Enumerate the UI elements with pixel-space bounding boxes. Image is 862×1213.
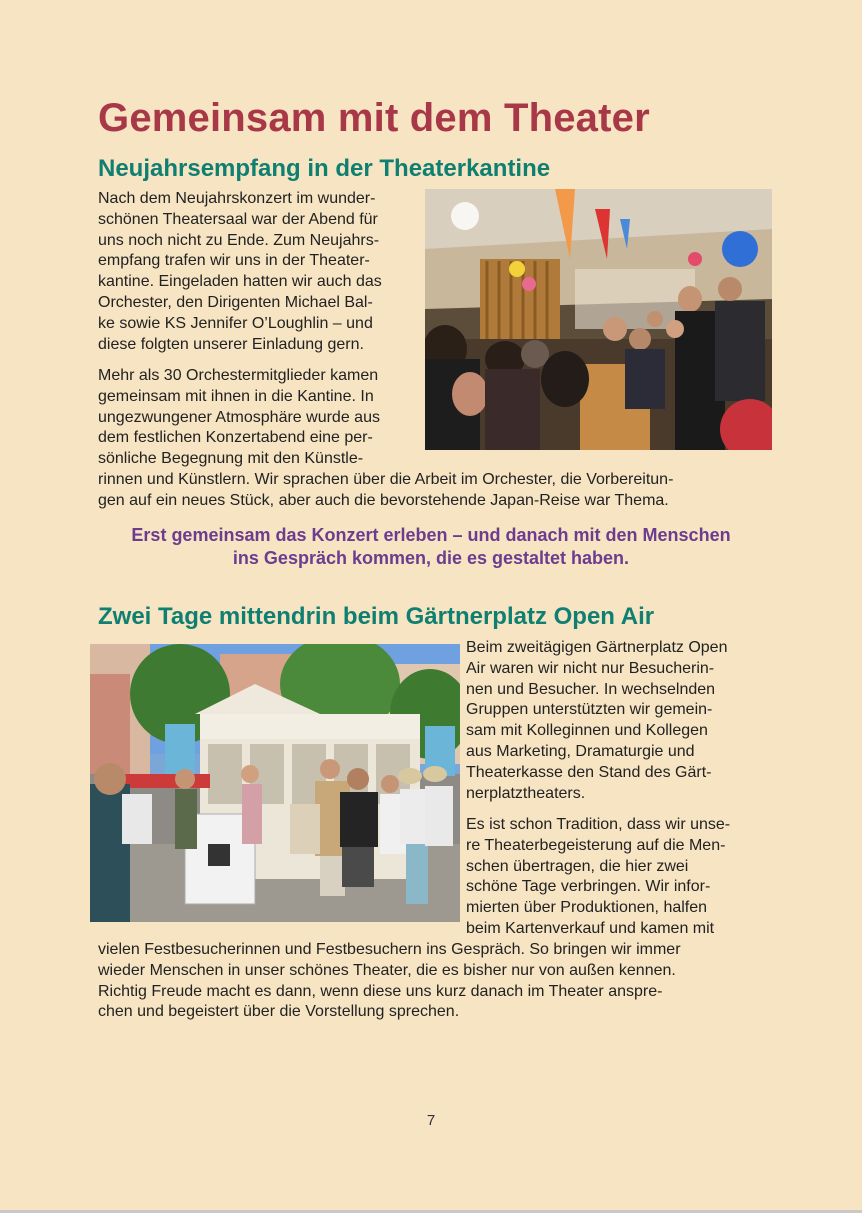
text-line: beim Kartenverkauf und kamen mit	[466, 919, 715, 937]
section2-paragraph-2-bottom	[98, 940, 681, 1023]
text-line: ke sowie KS Jennifer O’Loughlin – und	[98, 314, 373, 332]
text-line: Beim zweitägigen Gärtnerplatz Open	[466, 639, 728, 656]
text-line: Air waren wir nicht nur Besucherin-	[466, 659, 715, 677]
text-line: Theaterkasse den Stand des Gärt-	[466, 763, 712, 781]
text-line: schen übertragen, die hier zwei	[466, 857, 689, 875]
text-line: wieder Menschen in unser schönes Theater, die es bisher nur von außen kennen.	[98, 961, 676, 979]
text-line: sönliche Begegnung mit den Künstle-	[98, 450, 364, 468]
text-line: Mehr als 30 Orchestermitglieder kamen	[98, 367, 379, 384]
text-line: schöne Tage verbringen. Wir infor-	[466, 878, 711, 896]
text-line: dem festlichen Konzertabend eine per-	[98, 429, 373, 447]
text-line: nerplatztheaters.	[466, 784, 586, 802]
text-line: re Theaterbegeisterung auf die Men-	[466, 836, 726, 854]
text-line: uns noch nicht zu Ende. Zum Neujahrs-	[98, 231, 380, 249]
text-line: kantine. Eingeladen hatten wir auch das	[98, 273, 382, 291]
text-line: rinnen und Künstlern. Wir sprachen über die Arbeit im Orchester, die Vorbereitun-	[98, 470, 674, 488]
text-line: Nach dem Neujahrskonzert im wunder-	[98, 190, 376, 207]
text-line: empfang trafen wir uns in der Theater-	[98, 252, 370, 270]
text-line: nen und Besucher. In wechselnden	[466, 680, 716, 698]
page-title: Gemeinsam mit dem Theater	[98, 96, 650, 140]
text-line: gen auf ein neues Stück, aber auch die bevorstehende Japan-Reise war Thema.	[98, 491, 669, 509]
text-line: Orchester, den Dirigenten Michael Bal-	[98, 293, 373, 311]
pull-quote	[98, 524, 764, 570]
text-line: sam mit Kolleginnen und Kollegen	[466, 722, 708, 740]
section2-paragraph-1	[466, 638, 727, 804]
text-line: chen und begeistert über die Vorstellung sprechen.	[98, 1003, 460, 1021]
text-line: schönen Theatersaal war der Abend für	[98, 210, 378, 228]
text-line: Gruppen unterstützten wir gemein-	[466, 701, 713, 719]
section2-paragraph-2-top	[466, 815, 730, 940]
open-air-stand-image	[90, 644, 460, 922]
page-number: 7	[426, 1112, 436, 1129]
text-line: Richtig Freude macht es dann, wenn diese uns kurz danach im Theater anspre-	[98, 982, 663, 1000]
section-heading-open-air: Zwei Tage mittendrin beim Gärtnerplatz Open Air	[98, 603, 655, 630]
text-line: diese folgten unserer Einladung gern.	[98, 335, 364, 353]
text-line: vielen Festbesucherinnen und Festbesuchern ins Gespräch. So bringen wir immer	[98, 941, 681, 958]
quote-line: Erst gemeinsam das Konzert erleben – und danach mit den Menschen	[131, 525, 731, 545]
text-line: mierten über Produktionen, halfen	[466, 899, 708, 917]
open-air-stand-photo	[90, 644, 460, 922]
canteen-reception-image	[425, 189, 772, 450]
text-line: aus Marketing, Dramaturgie und	[466, 742, 695, 760]
text-line: Es ist schon Tradition, dass wir unse-	[466, 816, 731, 833]
section1-paragraph-1	[98, 189, 382, 355]
canteen-reception-photo	[425, 189, 772, 450]
section-heading-neujahrsempfang: Neujahrsempfang in der Theaterkantine	[98, 155, 551, 182]
quote-line: ins Gespräch kommen, die es gestaltet haben.	[232, 548, 630, 568]
text-line: ungezwungener Atmosphäre wurde aus	[98, 408, 380, 426]
text-line: gemeinsam mit ihnen in die Kantine. In	[98, 387, 374, 405]
